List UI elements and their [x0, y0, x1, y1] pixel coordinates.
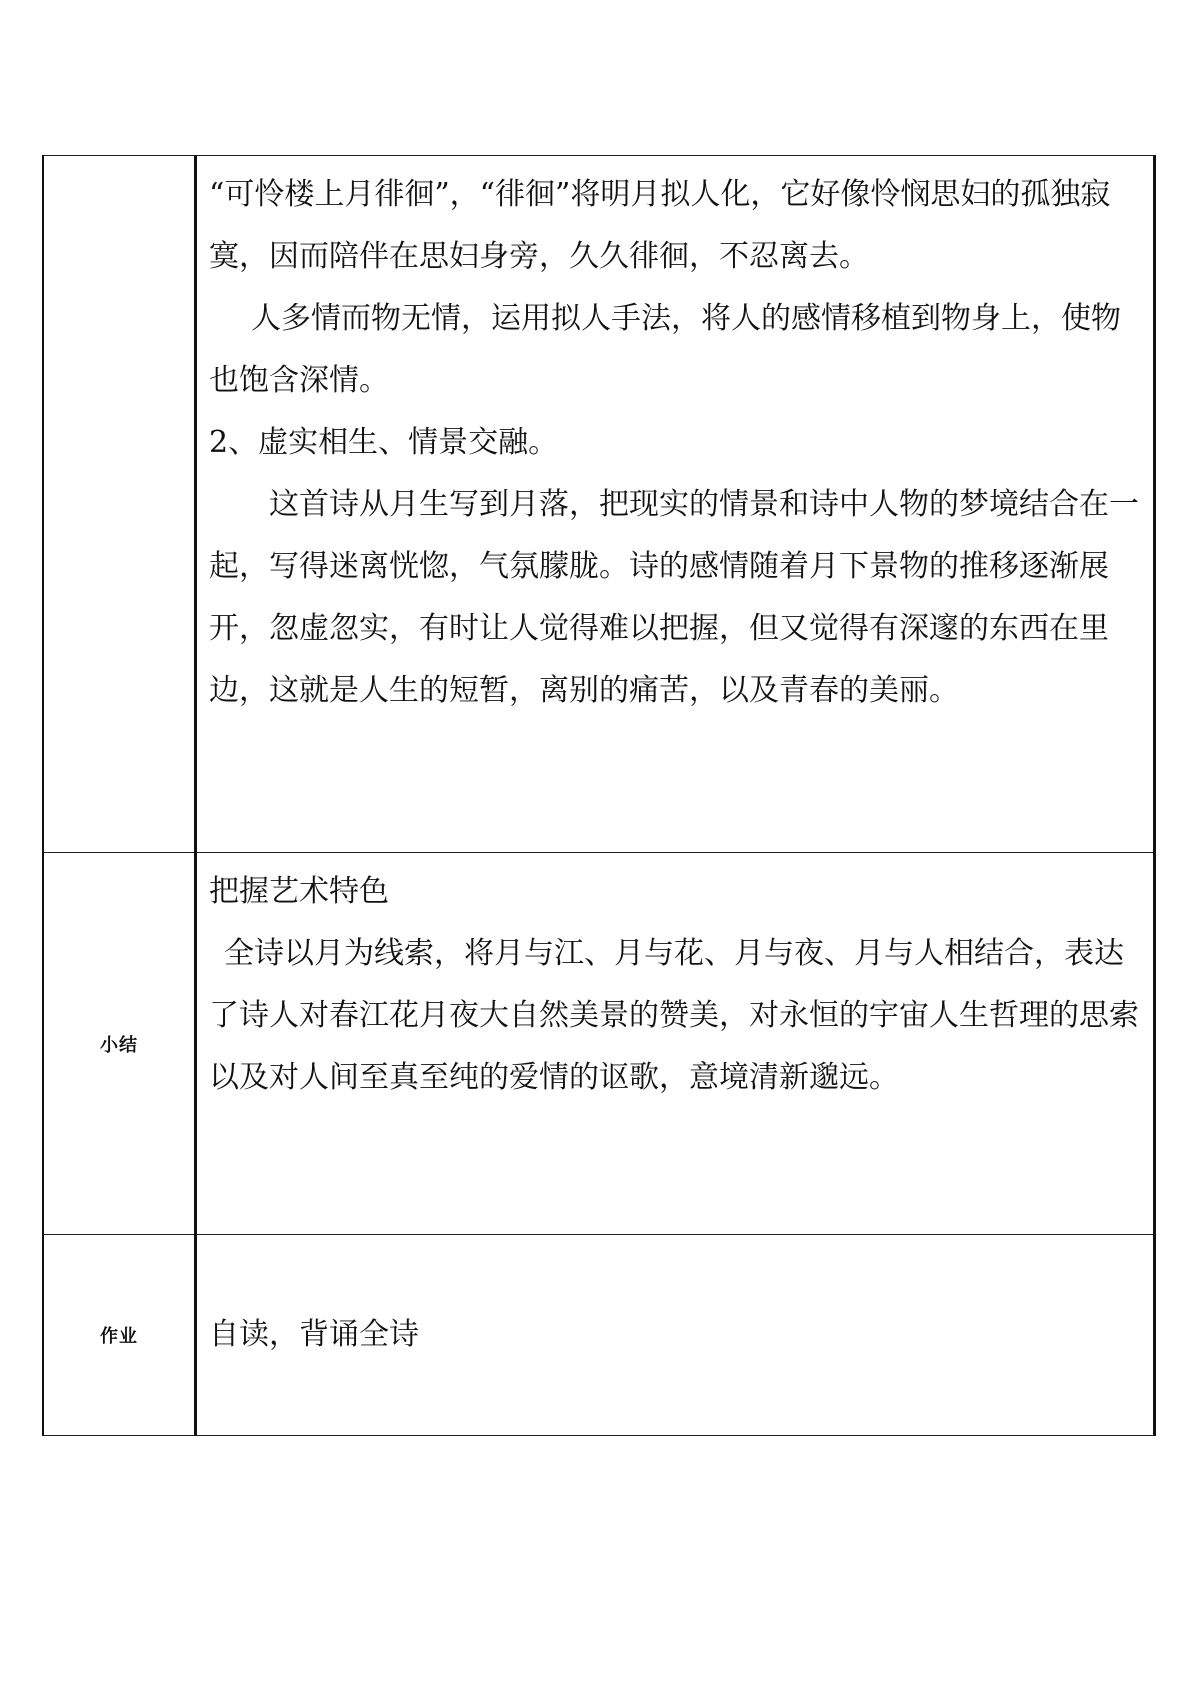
paragraph: 自读，背诵全诗	[209, 1317, 419, 1352]
row-label	[43, 156, 196, 853]
paragraph: “可怜楼上月徘徊”，“徘徊”将明月拟人化，它好像怜悯思妇的孤独寂寞，因而陪伴在思妇身旁，久久徘徊，不忍离去。	[209, 177, 1111, 274]
table-row	[43, 853, 1155, 1235]
row-content	[196, 853, 1155, 1235]
lesson-plan-table	[42, 155, 1156, 1436]
row-label-summary: 小结	[43, 853, 196, 1235]
paragraph: 人多情而物无情，运用拟人手法，将人的感情移植到物身上，使物也饱含深情。	[209, 301, 1121, 398]
row-content	[196, 156, 1155, 853]
paragraph: 全诗以月为线索，将月与江、月与花、月与夜、月与人相结合，表达了诗人对春江花月夜大自然美景的赞美，对永恒的宇宙人生哲理的思索以及对人间至真至纯的爱情的讴歌，意境清新邈远。	[209, 936, 1139, 1095]
paragraph: 把握艺术特色	[209, 874, 389, 909]
paragraph: 这首诗从月生写到月落，把现实的情景和诗中人物的梦境结合在一起，写得迷离恍惚，气氛朦胧。诗的感情随着月下景物的推移逐渐展开，忽虚忽实，有时让人觉得难以把握，但又觉得有深邃的东西在里边，这就是人生的短暂，离别的痛苦，以及青春的美丽。	[209, 487, 1139, 708]
table-row	[43, 156, 1155, 853]
table-row	[43, 1235, 1155, 1436]
paragraph: 2、虚实相生、情景交融。	[209, 425, 559, 460]
row-label-homework: 作业	[43, 1235, 196, 1436]
row-content	[196, 1235, 1155, 1436]
